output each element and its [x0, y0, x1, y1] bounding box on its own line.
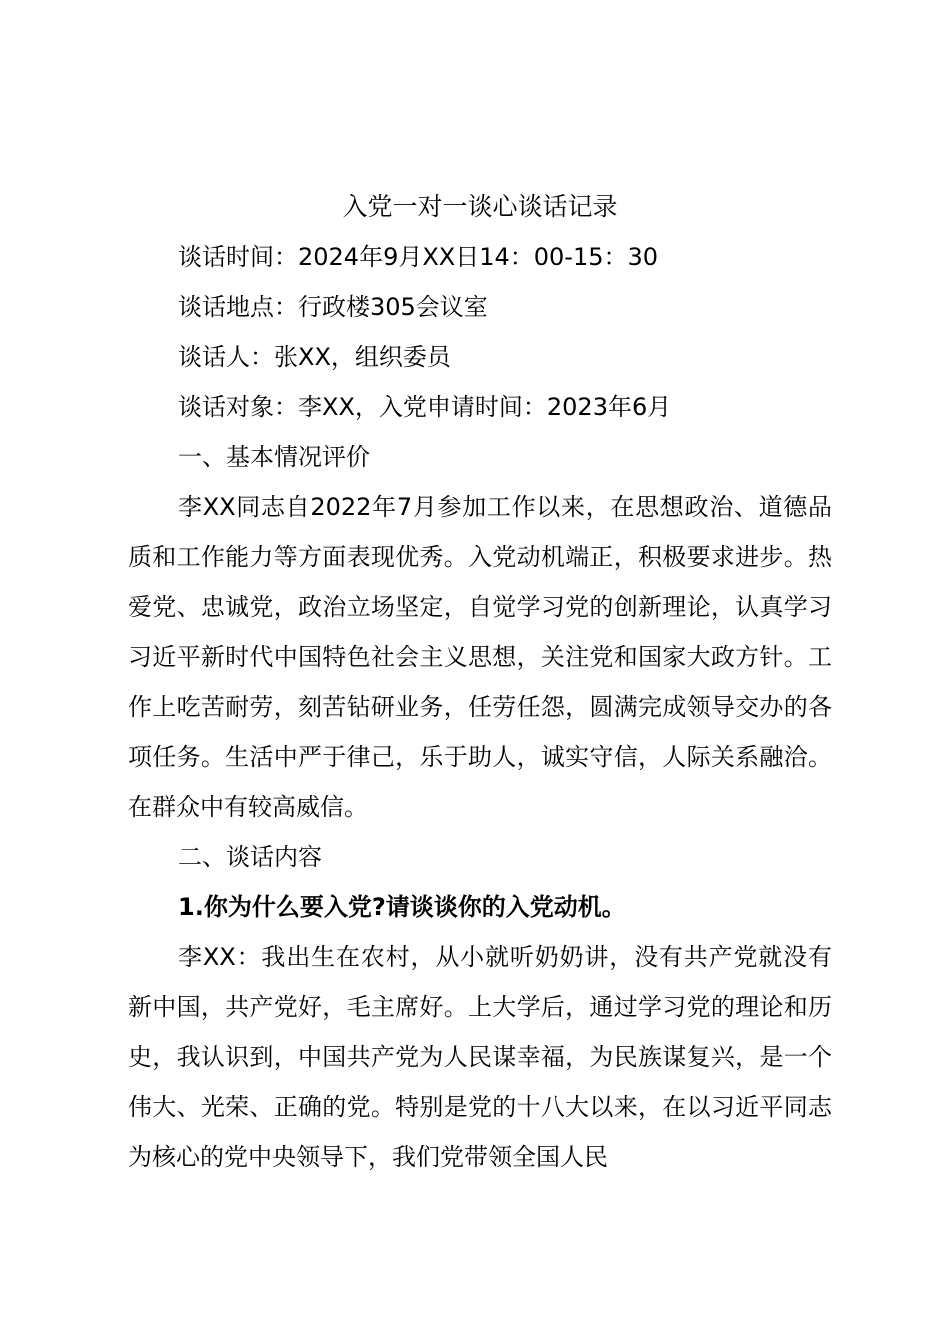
- document-title: 入党一对一谈心谈话记录: [342, 192, 618, 221]
- document-body: [128, 182, 832, 1182]
- talk-time-line: 谈话时间：2024年9月XX日14：00-15：30: [178, 243, 659, 271]
- talk-subject-line: 谈话对象：李XX，入党申请时间：2023年6月: [178, 393, 672, 421]
- question-1: 1.你为什么要入党?请谈谈你的入党动机。: [178, 893, 626, 921]
- section-heading-basic-evaluation: 一、基本情况评价: [178, 443, 370, 471]
- section-heading-talk-content: 二、谈话内容: [178, 843, 322, 871]
- basic-evaluation-paragraph: 李XX同志自2022年7月参加工作以来，在思想政治、道德品质和工作能力等方面表现优秀。入党动机端正，积极要求进步。热爱党、忠诚党，政治立场坚定，自觉学习党的创新理论，认真学习习近平新时代中国特色社会主义思想，关注党和国家大政方针。工作上吃苦耐劳，刻苦钻研业务，任劳任怨，圆满完成领导交办的各项任务。生活中严于律己，乐于助人，诚实守信，人际关系融洽。在群众中有较高威信。: [128, 493, 832, 821]
- answer-1-paragraph: 李XX：我出生在农村，从小就听奶奶讲，没有共产党就没有新中国，共产党好，毛主席好。上大学后，通过学习党的理论和历史，我认识到，中国共产党为人民谋幸福，为民族谋复兴，是一个伟大、光荣、正确的党。特别是党的十八大以来，在以习近平同志为核心的党中央领导下，我们党带领全国人民: [128, 943, 832, 1171]
- talker-line: 谈话人：张XX，组织委员: [178, 343, 451, 371]
- talk-location-line: 谈话地点：行政楼305会议室: [178, 293, 488, 321]
